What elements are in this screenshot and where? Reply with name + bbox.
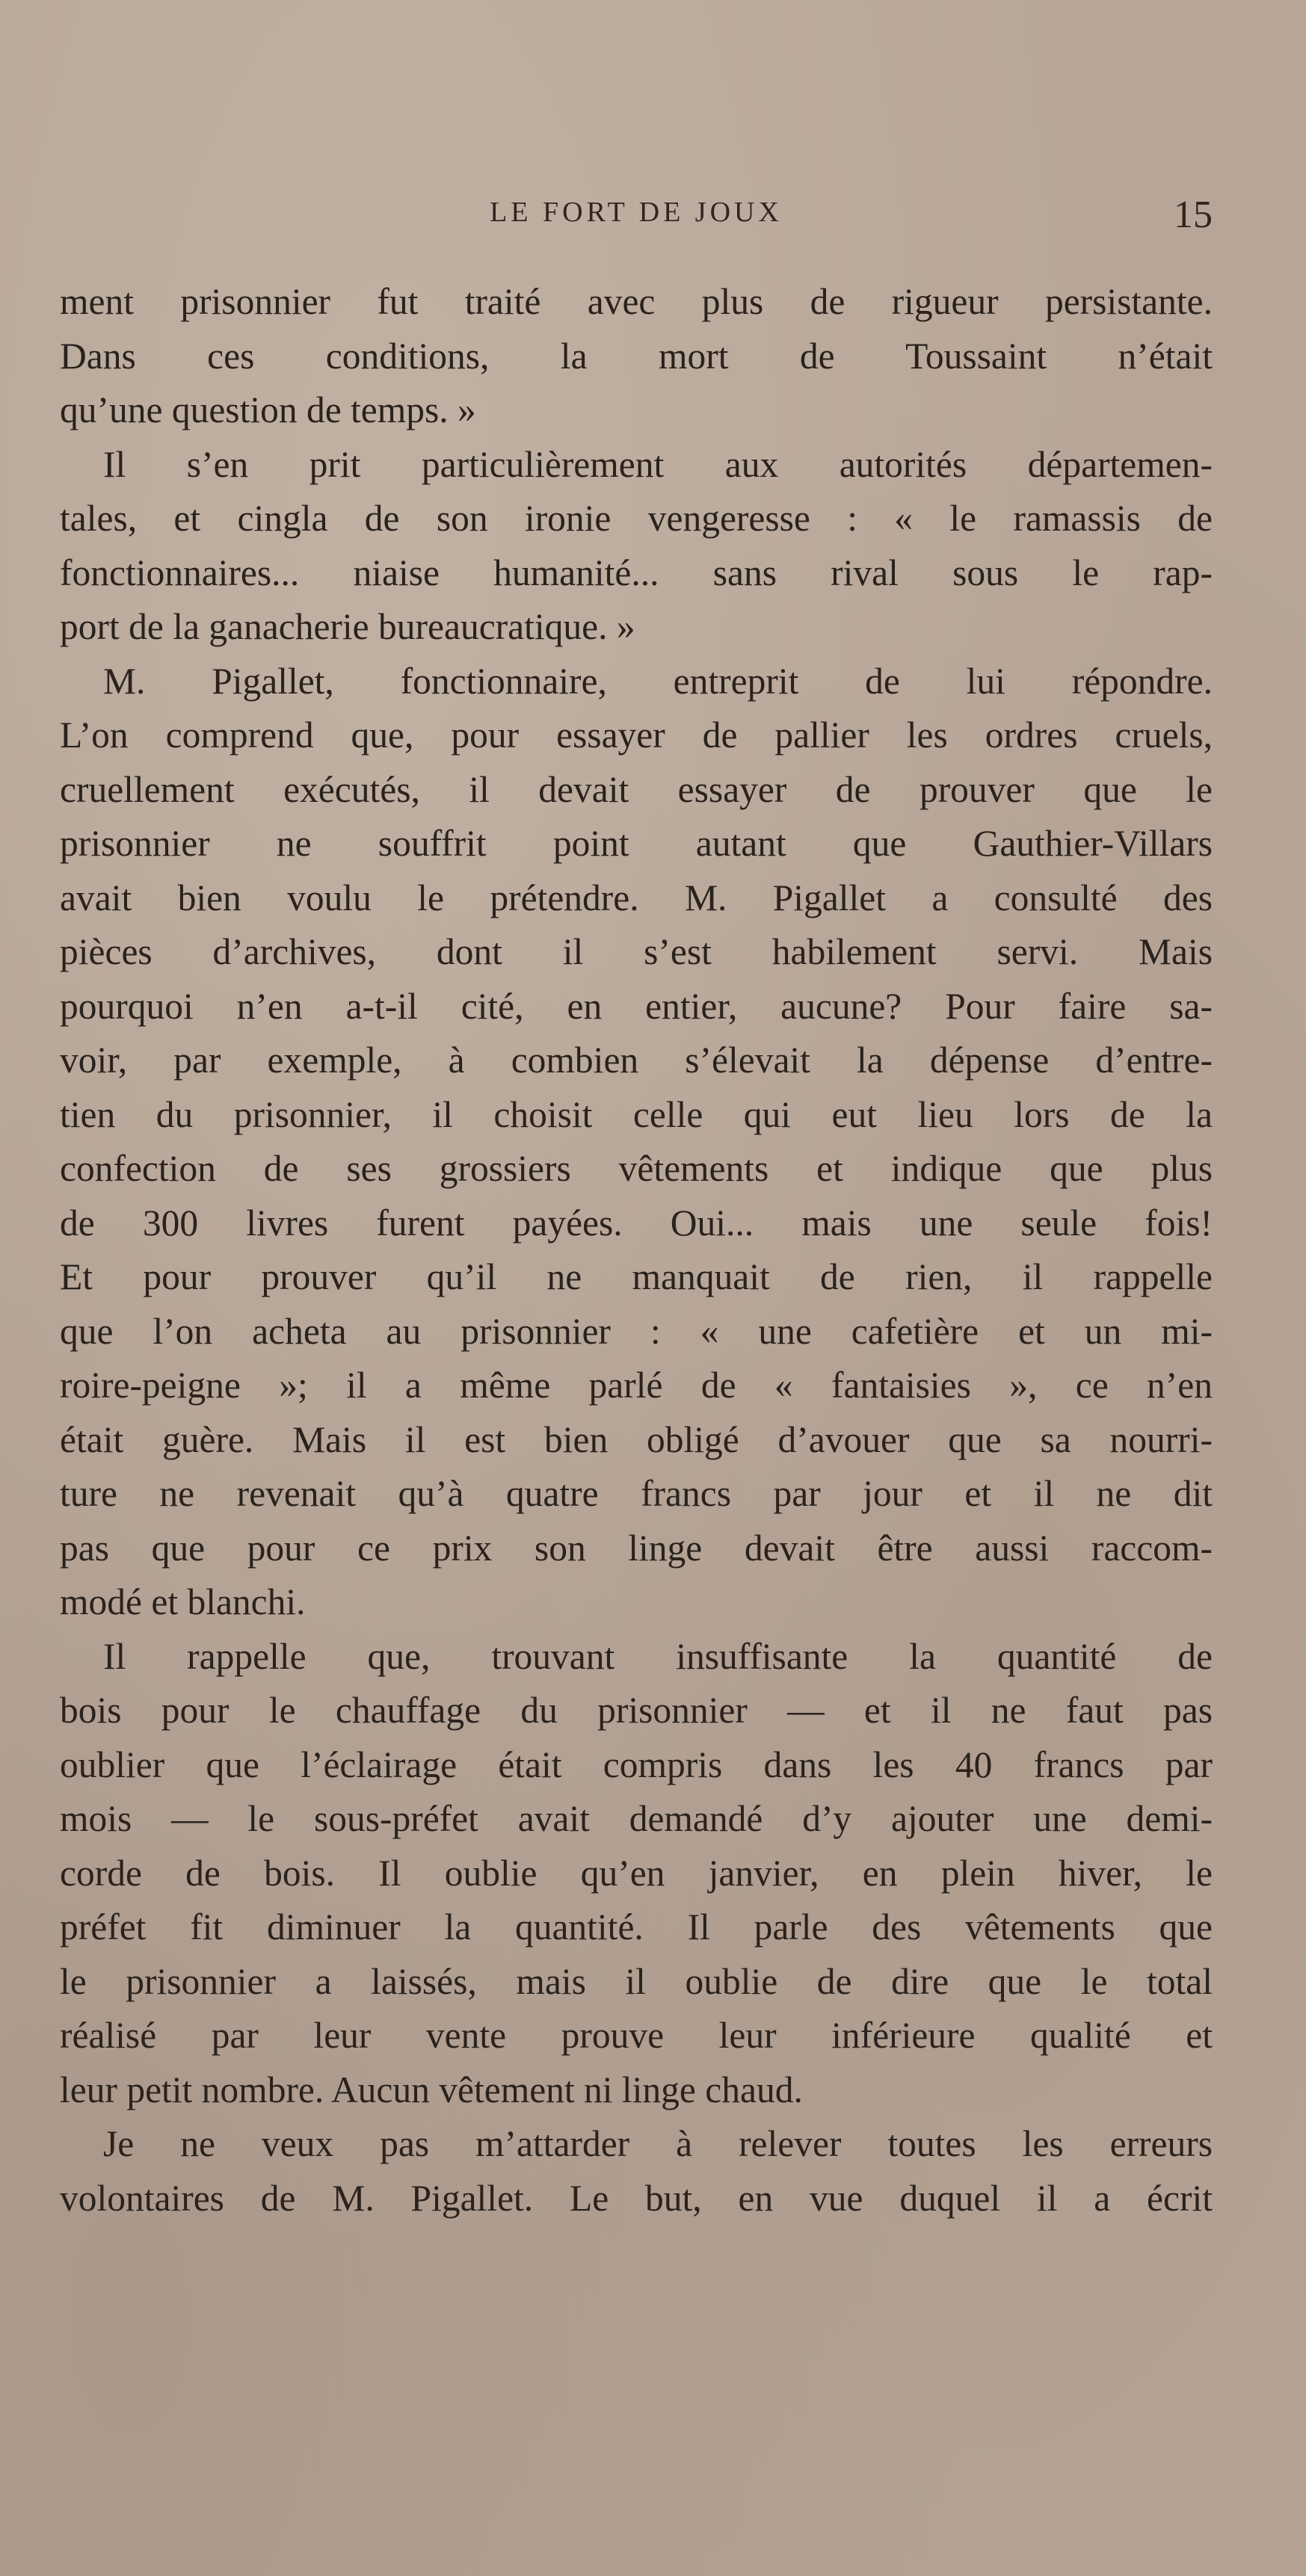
text-line: que l’on acheta au prisonnier : « une cafetière et un mi- (60, 1310, 1213, 1352)
paragraph-4 (60, 1630, 1213, 2118)
paragraph-5 (60, 2117, 1213, 2226)
text-line: port de la ganacherie bureaucratique. » (60, 606, 635, 647)
body-text (60, 275, 1213, 2226)
text-line: voir, par exemple, à combien s’élevait la dépense d’entre- (60, 1040, 1213, 1081)
text-line: fonctionnaires... niaise humanité... sans rival sous le rap- (60, 552, 1213, 593)
running-title: LE FORT DE JOUX (490, 197, 783, 228)
text-line: pourquoi n’en a-t-il cité, en entier, aucune? Pour faire sa- (60, 985, 1213, 1027)
text-line: pas que pour ce prix son linge devait être aussi raccom- (60, 1527, 1213, 1569)
text-line: tien du prisonnier, il choisit celle qui eut lieu lors de la (60, 1093, 1213, 1135)
text-line: qu’une question de temps. » (60, 389, 476, 430)
text-line: Il rappelle que, trouvant insuffisante la quantité de (103, 1635, 1213, 1677)
text-line: modé et blanchi. (60, 1581, 306, 1622)
text-line: pièces d’archives, dont il s’est habilement servi. Mais (60, 931, 1213, 972)
text-line: de 300 livres furent payées. Oui... mais une seule fois! (60, 1202, 1213, 1244)
text-line: avait bien voulu le prétendre. M. Pigallet a consulté des (60, 877, 1213, 918)
text-line: mois — le sous-préfet avait demandé d’y ajouter une demi- (60, 1798, 1213, 1839)
text-line: réalisé par leur vente prouve leur inférieure qualité et (60, 2015, 1213, 2056)
text-line: Et pour prouver qu’il ne manquait de rien, il rappelle (60, 1256, 1213, 1297)
text-line: Dans ces conditions, la mort de Toussaint n’était (60, 335, 1213, 377)
text-line: le prisonnier a laissés, mais il oublie de dire que le total (60, 1960, 1213, 2002)
text-line: prisonnier ne souffrit point autant que Gauthier-Villars (60, 823, 1213, 864)
text-line: corde de bois. Il oublie qu’en janvier, en plein hiver, le (60, 1852, 1213, 1894)
text-line: ment prisonnier fut traité avec plus de rigueur persistante. (60, 281, 1213, 322)
text-line: cruellement exécutés, il devait essayer de prouver que le (60, 768, 1213, 810)
text-line: L’on comprend que, pour essayer de pallier les ordres cruels, (60, 714, 1213, 756)
text-line: volontaires de M. Pigallet. Le but, en vue duquel il a écrit (60, 2177, 1213, 2219)
text-line: oublier que l’éclairage était compris dans les 40 francs par (60, 1743, 1213, 1785)
paragraph-3 (60, 655, 1213, 1630)
text-line: ture ne revenait qu’à quatre francs par jour et il ne dit (60, 1473, 1213, 1514)
running-head (60, 193, 1213, 238)
text-line: leur petit nombre. Aucun vêtement ni linge chaud. (60, 2069, 803, 2110)
text-line: tales, et cingla de son ironie vengeresse : « le ramassis de (60, 498, 1213, 539)
text-line: Il s’en prit particulièrement aux autorités départemen- (103, 443, 1213, 485)
text-line: M. Pigallet, fonctionnaire, entreprit de lui répondre. (103, 660, 1213, 702)
paragraph-1 (60, 275, 1213, 438)
text-line: confection de ses grossiers vêtements et indique que plus (60, 1148, 1213, 1189)
text-line: Je ne veux pas m’attarder à relever toutes les erreurs (103, 2123, 1213, 2164)
text-line: bois pour le chauffage du prisonnier — et il ne faut pas (60, 1690, 1213, 1731)
text-line: roire-peigne »; il a même parlé de « fantaisies », ce n’en (60, 1365, 1213, 1406)
paragraph-2 (60, 438, 1213, 655)
page-number: 15 (1174, 194, 1213, 236)
text-line: était guère. Mais il est bien obligé d’avouer que sa nourri- (60, 1418, 1213, 1460)
text-line: préfet fit diminuer la quantité. Il parle des vêtements que (60, 1906, 1213, 1948)
